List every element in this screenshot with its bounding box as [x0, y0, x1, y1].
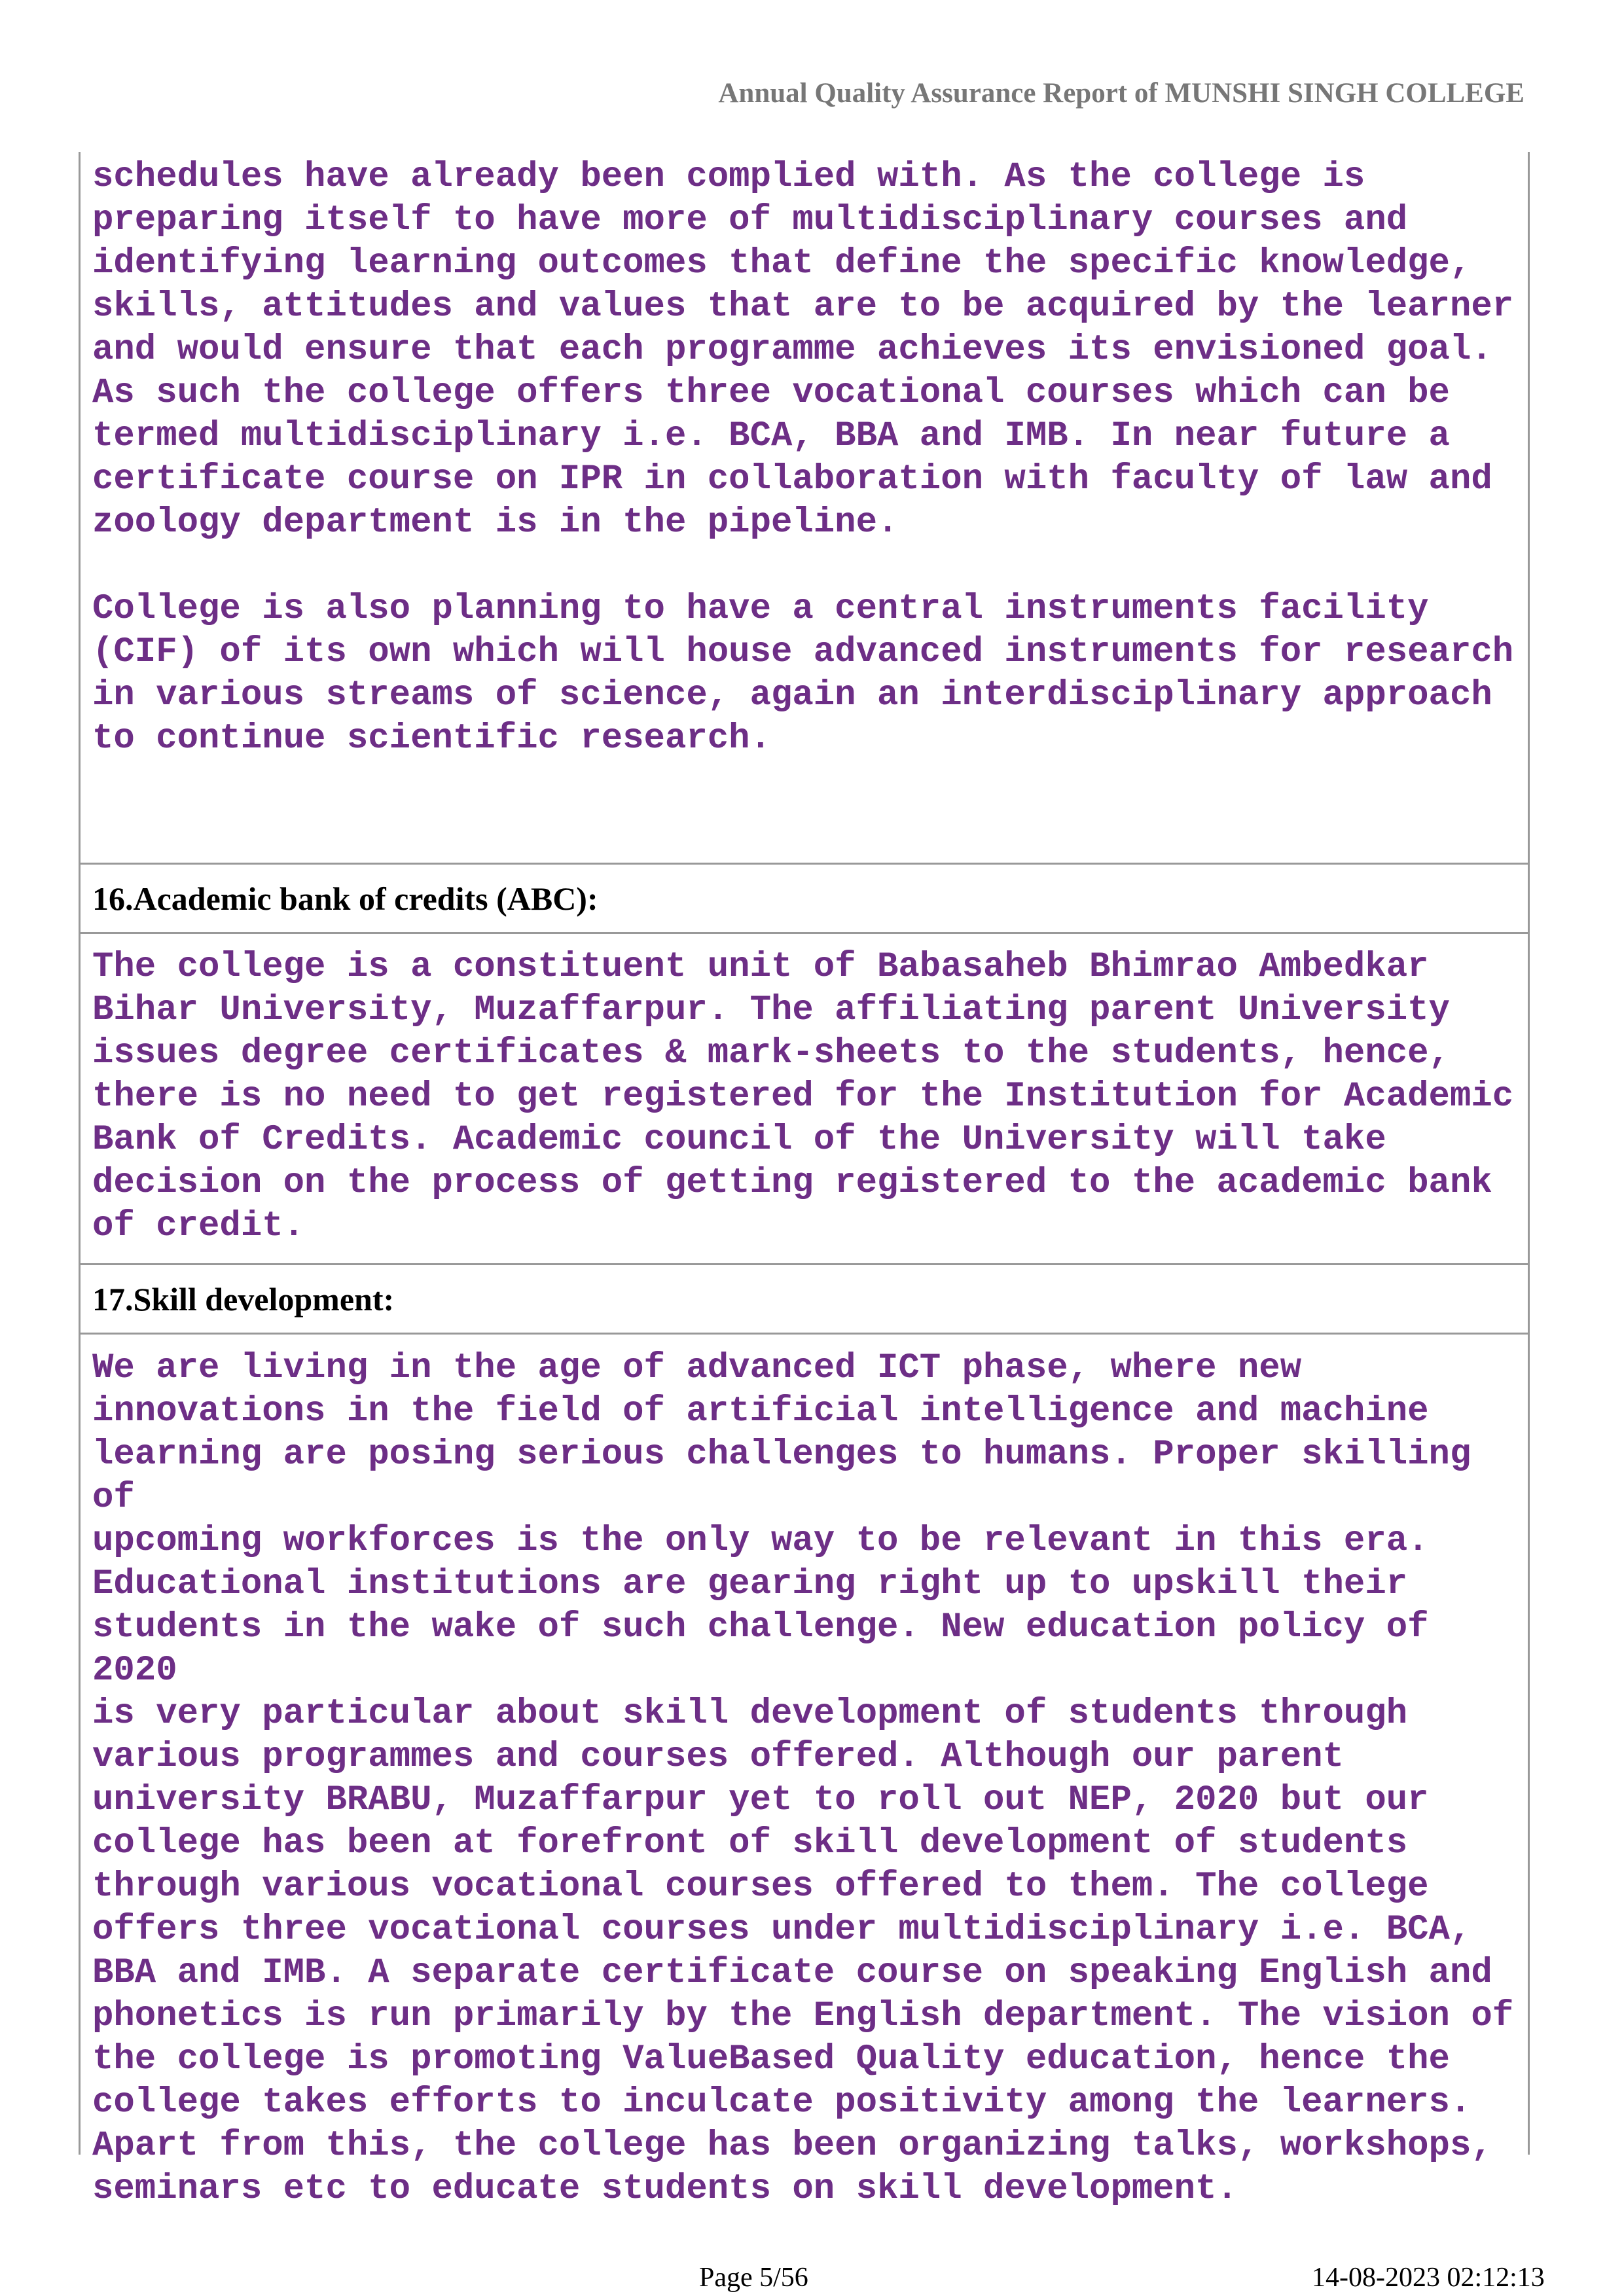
section16-paragraph: The college is a constituent unit of Babasaheb Bhimrao Ambedkar Bihar University, Muzaffarpur. The affiliating parent University issues degree certificates & mark-sheets to the students, hence, there is no need to get registered for the Institution for Academic Bank of Credits. Academic council of the University will take decision on the process of getting registered to the academic bank of credit.	[92, 947, 1514, 1246]
page-number: Page 5/56	[699, 2263, 808, 2293]
row-divider	[79, 1263, 1530, 1265]
row-divider	[79, 932, 1530, 934]
row-divider	[79, 863, 1530, 865]
row-divider	[79, 1333, 1530, 1335]
section17-text	[92, 1347, 1526, 2211]
section16-text	[92, 946, 1526, 1248]
report-header-title: Annual Quality Assurance Report of MUNSHI SINGH COLLEGE	[718, 78, 1525, 109]
section16-heading: 16.Academic bank of credits (ABC):	[92, 880, 598, 917]
section15-paragraph-1: schedules have already been complied with. As the college is preparing itself to have more of multidisciplinary courses and identifying learning outcomes that define the specific knowledge, skills, attitudes and values that are to be acquired by the learner and would ensure that each programme achieves its envisioned goal. As such the college offers three vocational courses which can be termed multidisciplinary i.e. BCA, BBA and IMB. In near future a certificate course on IPR in collaboration with faculty of law and zoology department is in the pipeline.	[92, 157, 1514, 543]
footer-timestamp: 14-08-2023 02:12:13	[1312, 2263, 1545, 2293]
section15-text	[92, 156, 1526, 761]
section17-heading: 17.Skill development:	[92, 1281, 395, 1318]
section17-paragraph: We are living in the age of advanced ICT phase, where new innovations in the field of artificial intelligence and machine learning are posing serious challenges to humans. Proper skilling of upcoming workforces is the only way to be relevant in this era. Educational institutions are gearing right up to upskill their students in the wake of such challenge. New education policy of 2020 is very particular about skill development of students through various programmes and courses offered. Although our parent university BRABU, Muzaffarpur yet to roll out NEP, 2020 but our college has been at forefront of skill development of students through various vocational courses offered to them. The college offers three vocational courses under multidisciplinary i.e. BCA, BBA and IMB. A separate certificate course on speaking English and phonetics is run primarily by the English department. The vision of the college is promoting ValueBased Quality education, hence the college takes efforts to inculcate positivity among the learners. Apart from this, the college has been organizing talks, workshops, seminars etc to educate students on skill development.	[92, 1348, 1514, 2209]
section15-paragraph-2: College is also planning to have a central instruments facility (CIF) of its own which will house advanced instruments for research in various streams of science, again an interdisciplinary approach to continue scientific research.	[92, 589, 1514, 759]
